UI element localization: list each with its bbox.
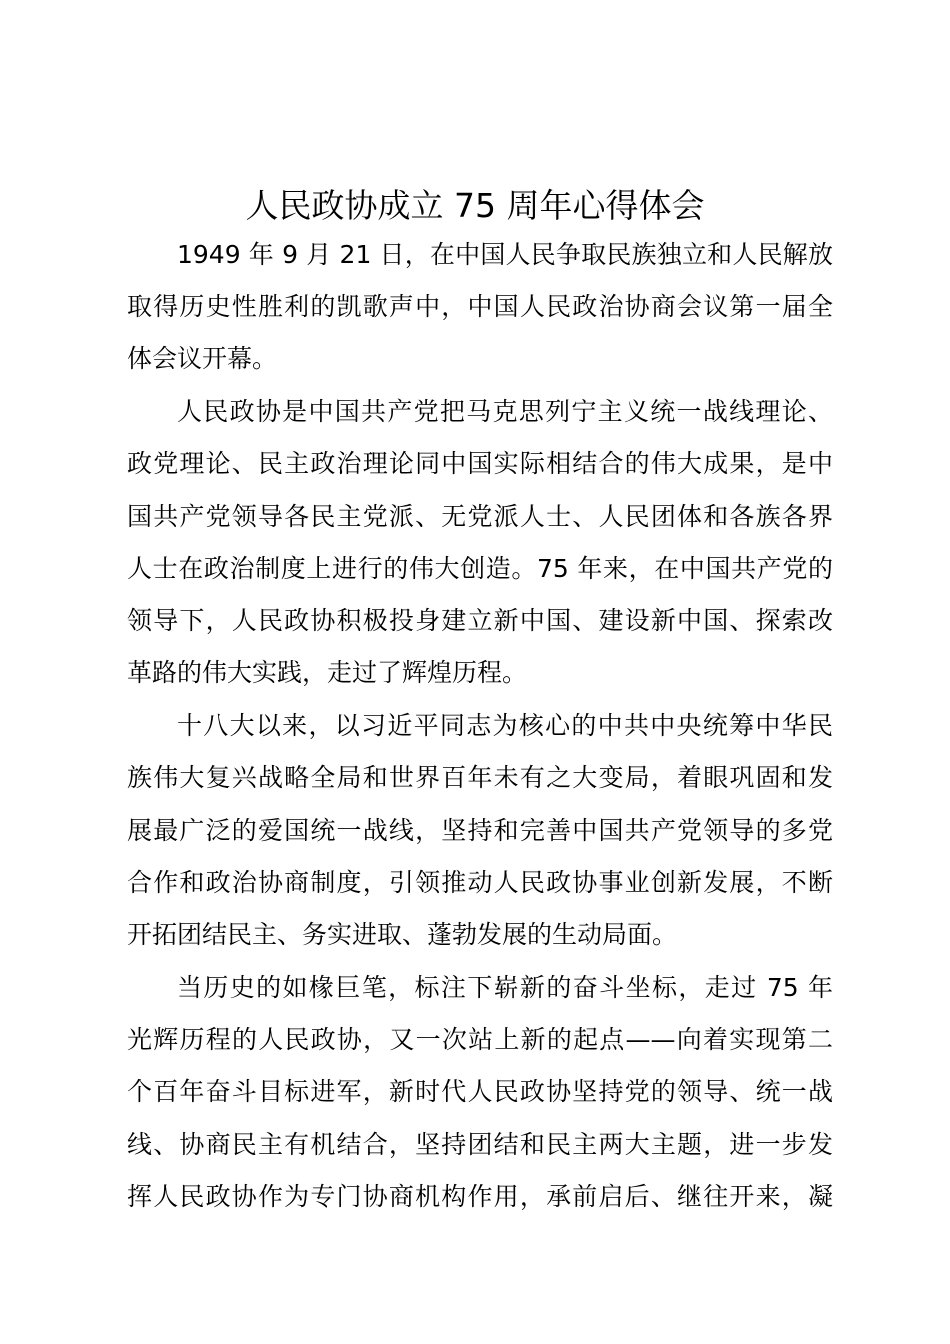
paragraph-2-line-4: 人士在政治制度上进行的伟大创造。75 年来，在中国共产党的 — [127, 554, 833, 583]
paragraph-1-line-2: 取得历史性胜利的凯歌声中，中国人民政治协商会议第一届全 — [127, 292, 833, 321]
paragraph-3-line-4: 合作和政治协商制度，引领推动人民政协事业创新发展，不断 — [127, 868, 833, 897]
paragraph-4-line-2: 光辉历程的人民政协，又一次站上新的起点——向着实现第二 — [127, 1025, 833, 1054]
paragraph-2-line-6: 革路的伟大实践，走过了辉煌历程。 — [127, 658, 528, 687]
paragraph-3-line-2: 族伟大复兴战略全局和世界百年未有之大变局，着眼巩固和发 — [127, 763, 833, 792]
paragraph-2-line-3: 国共产党领导各民主党派、无党派人士、人民团体和各族各界 — [127, 502, 833, 531]
paragraph-3-line-3: 展最广泛的爱国统一战线，坚持和完善中国共产党领导的多党 — [127, 816, 833, 845]
paragraph-4-line-3: 个百年奋斗目标进军，新时代人民政协坚持党的领导、统一战 — [127, 1077, 833, 1106]
paragraph-1-line-3: 体会议开幕。 — [127, 344, 278, 373]
paragraph-3-line-5: 开拓团结民主、务实进取、蓬勃发展的生动局面。 — [127, 920, 678, 949]
paragraph-3-line-1: 十八大以来，以习近平同志为核心的中共中央统筹中华民 — [177, 711, 833, 740]
paragraph-2-line-2: 政党理论、民主政治理论同中国实际相结合的伟大成果，是中 — [127, 449, 833, 478]
page-title: 人民政协成立 75 周年心得体会 — [245, 186, 705, 225]
paragraph-1-line-1: 1949 年 9 月 21 日，在中国人民争取民族独立和人民解放 — [177, 240, 833, 269]
paragraph-2-line-1: 人民政协是中国共产党把马克思列宁主义统一战线理论、 — [177, 397, 833, 426]
paragraph-4-line-5: 挥人民政协作为专门协商机构作用，承前启后、继往开来，凝 — [127, 1182, 833, 1211]
paragraph-4-line-1: 当历史的如椽巨笔，标注下崭新的奋斗坐标，走过 75 年 — [177, 973, 833, 1002]
paragraph-4-line-4: 线、协商民主有机结合，坚持团结和民主两大主题，进一步发 — [127, 1130, 833, 1159]
paragraph-2-line-5: 领导下，人民政协积极投身建立新中国、建设新中国、探索改 — [127, 606, 833, 635]
